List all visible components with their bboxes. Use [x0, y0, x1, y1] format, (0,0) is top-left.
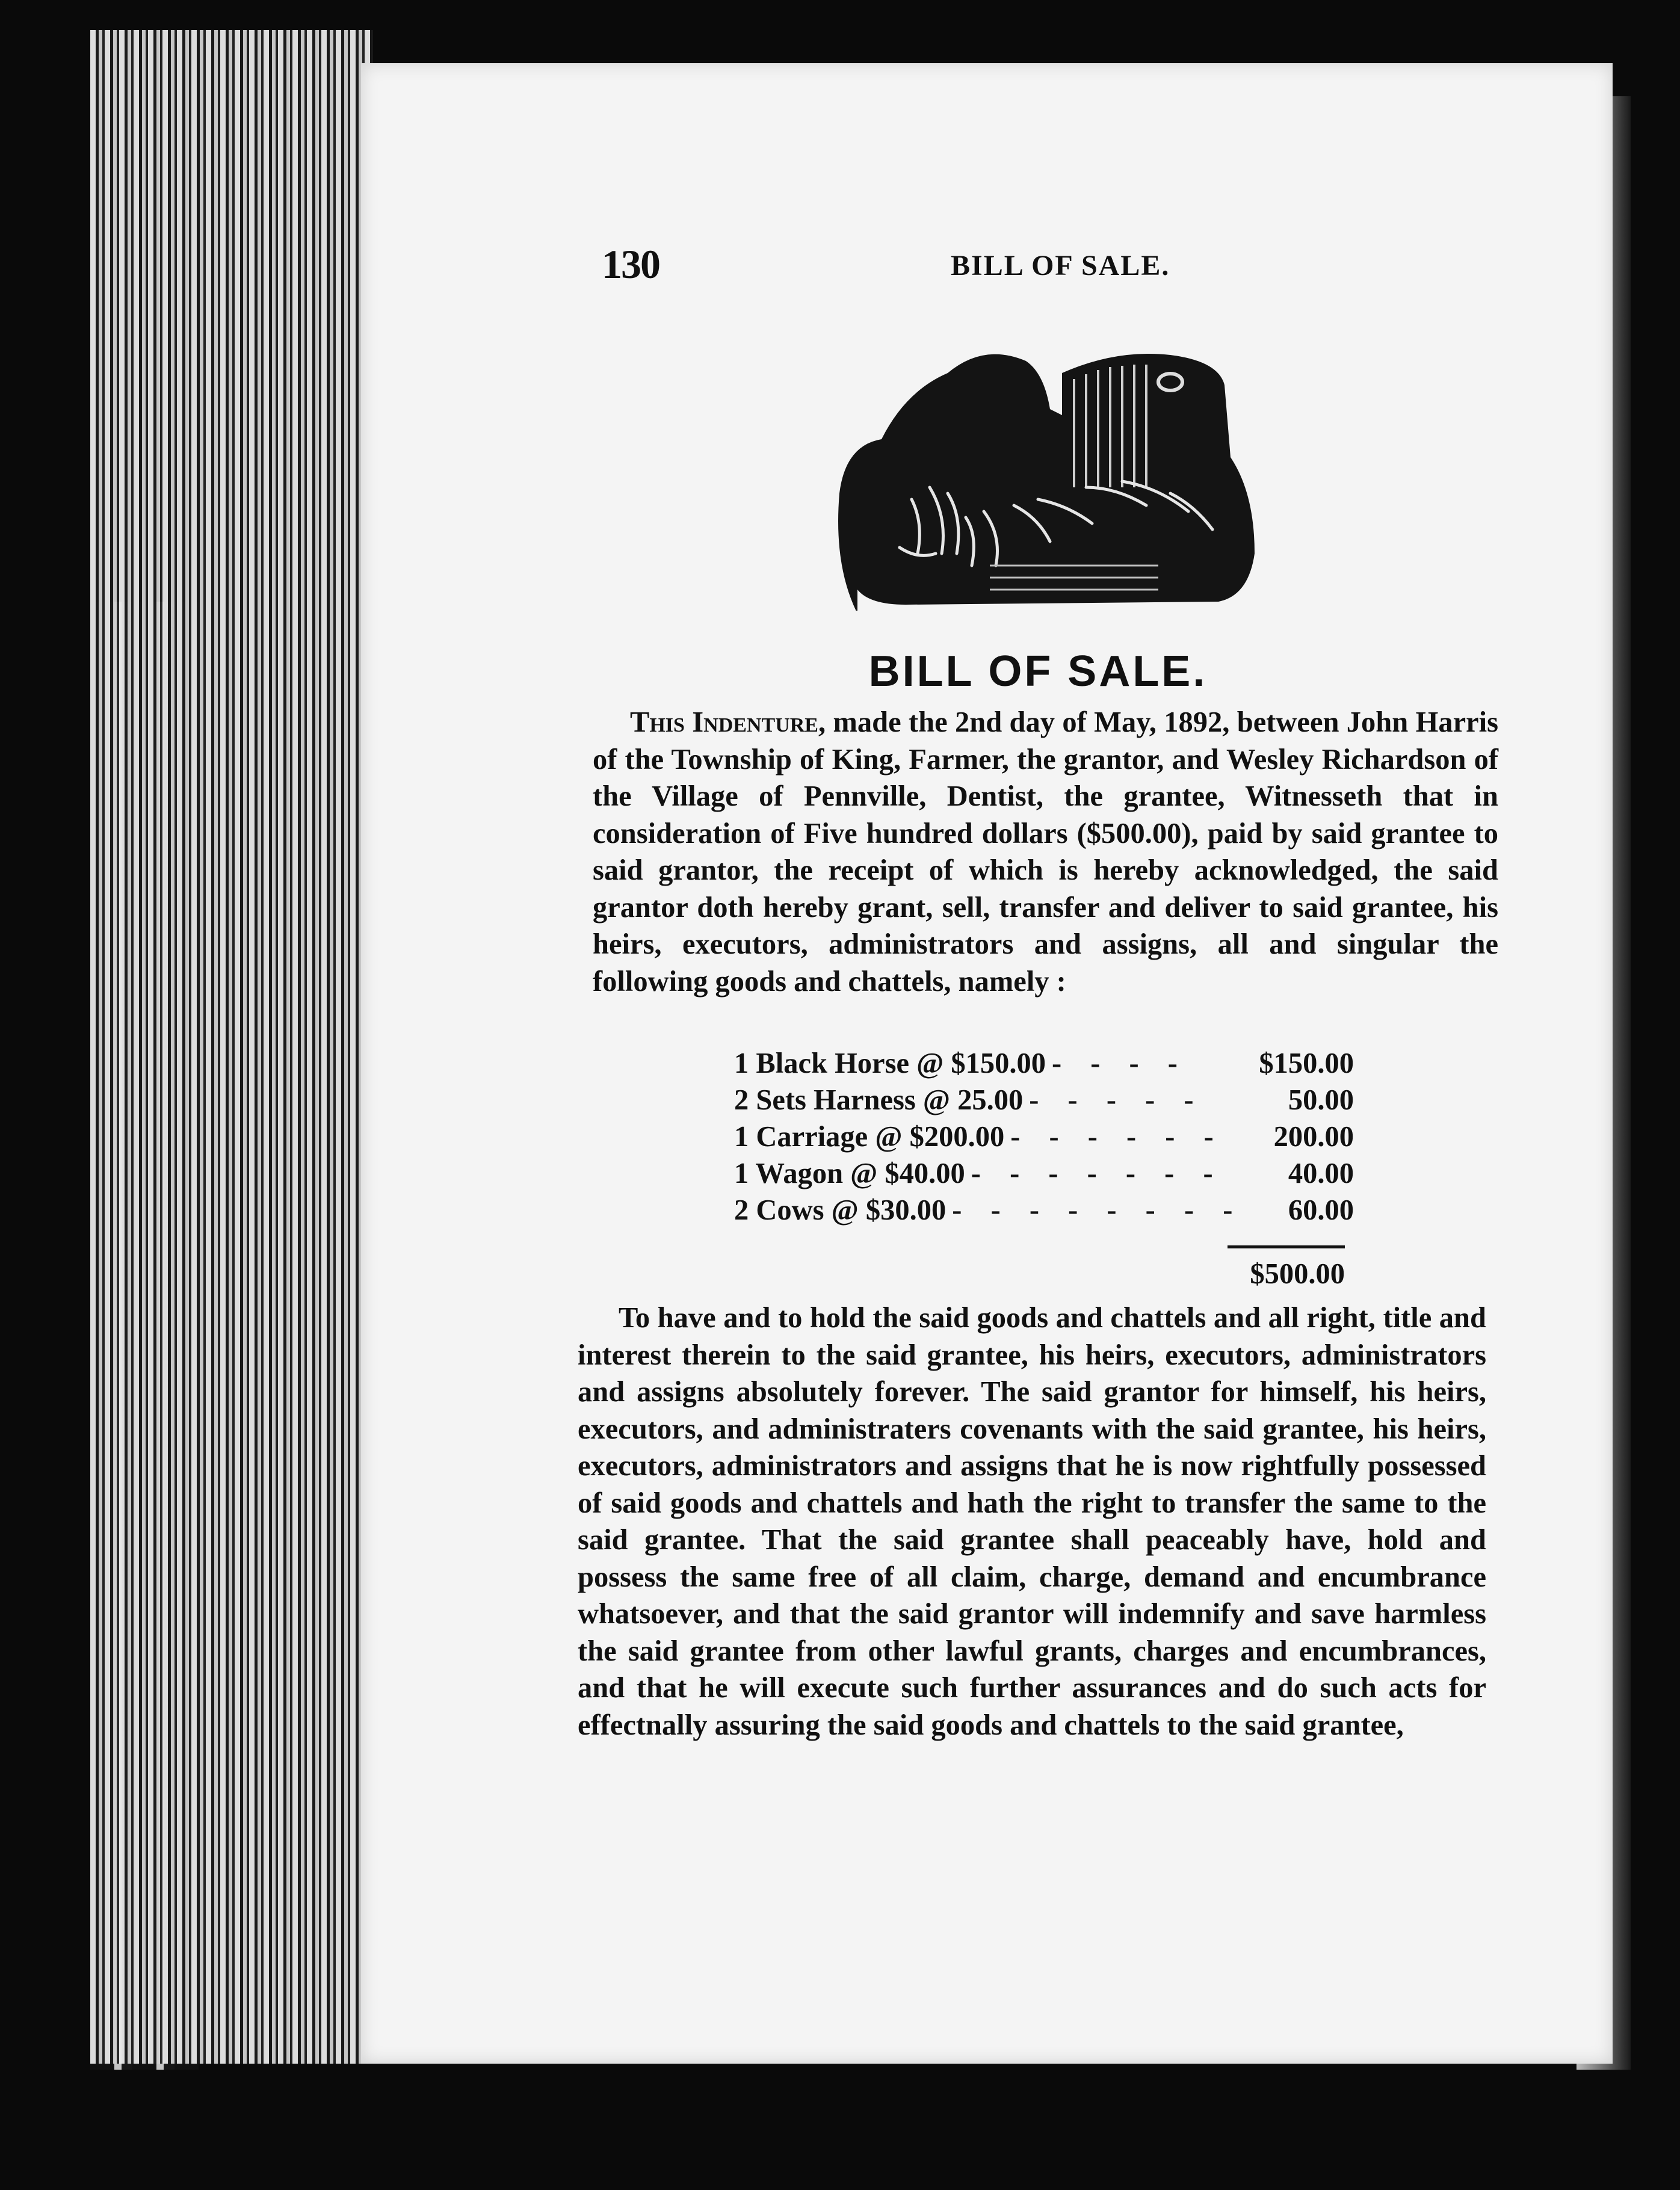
item-amount: 50.00	[1288, 1084, 1354, 1116]
total-rule	[1228, 1245, 1345, 1248]
item-amount: 40.00	[1288, 1158, 1354, 1189]
item-leader: - - - - - - - -	[952, 1194, 1244, 1226]
running-head: BILL OF SALE.	[951, 250, 1170, 282]
engraving-dog-icon	[833, 337, 1261, 611]
item-label: 2 Cows @ $30.00	[734, 1194, 947, 1226]
item-label: 1 Carriage @ $200.00	[734, 1121, 1005, 1153]
item-amount: 60.00	[1288, 1194, 1354, 1226]
list-item	[734, 1047, 1354, 1084]
document-title: BILL OF SALE.	[868, 647, 1208, 696]
item-leader: - - - -	[1051, 1047, 1188, 1079]
item-amount: 200.00	[1273, 1121, 1354, 1153]
item-leader: - - - - -	[1029, 1084, 1205, 1116]
item-leader: - - - - - -	[1010, 1121, 1224, 1153]
indenture-text: made the 2nd day of May, 1892, between John Harris of the Township of King, Farmer, the grantor, and Wesley Richardson of the Village of Pennville, Dentist, the grantee, Witnesseth that in consideration of Five hundred dollars ($500.00), paid by said grantee to said grantor, the receipt of which is hereby acknowledged, the said grantor doth hereby grant, sell, transfer and deliver to said grantee, his heirs, executors, administrators and assigns, all and singular the following goods and chattels, namely :	[593, 706, 1498, 998]
item-amount: $150.00	[1259, 1047, 1354, 1079]
habendum-paragraph: To have and to hold the said goods and chattels and all right, title and interest therein to the said grantee, his heirs, executors, administrators and assigns absolutely forever. The said grantor for himself, his heirs, executors, and administraters covenants with the said grantee, his heirs, executors, administrators and assigns that he is now rightfully possessed of said goods and chattels and hath the right to transfer the same to the said grantee. That the said grantee shall peaceably have, hold and possess the same free of all claim, charge, demand and encumbrance whatsoever, and that the said grantor will indemnify and save harmless the said grantee from other lawful grants, charges and encumbrances, and that he will execute such further assurances and do such acts for effectnally assuring the said goods and chattels to the said grantee,	[578, 1302, 1486, 1741]
page-header	[602, 241, 1203, 295]
goods-list	[734, 1047, 1354, 1230]
page-number: 130	[602, 241, 659, 287]
indenture-lead: This Indenture,	[630, 706, 826, 738]
book-page-edges	[90, 30, 373, 2064]
item-leader: - - - - - - -	[971, 1158, 1224, 1189]
list-item	[734, 1194, 1354, 1230]
total-amount: $500.00	[1250, 1258, 1345, 1290]
item-label: 1 Black Horse @ $150.00	[734, 1047, 1046, 1079]
item-label: 1 Wagon @ $40.00	[734, 1158, 965, 1189]
list-item	[734, 1120, 1354, 1157]
indenture-paragraph	[593, 704, 1498, 1000]
item-label: 2 Sets Harness @ 25.00	[734, 1084, 1024, 1116]
list-item	[734, 1157, 1354, 1194]
list-item	[734, 1084, 1354, 1120]
